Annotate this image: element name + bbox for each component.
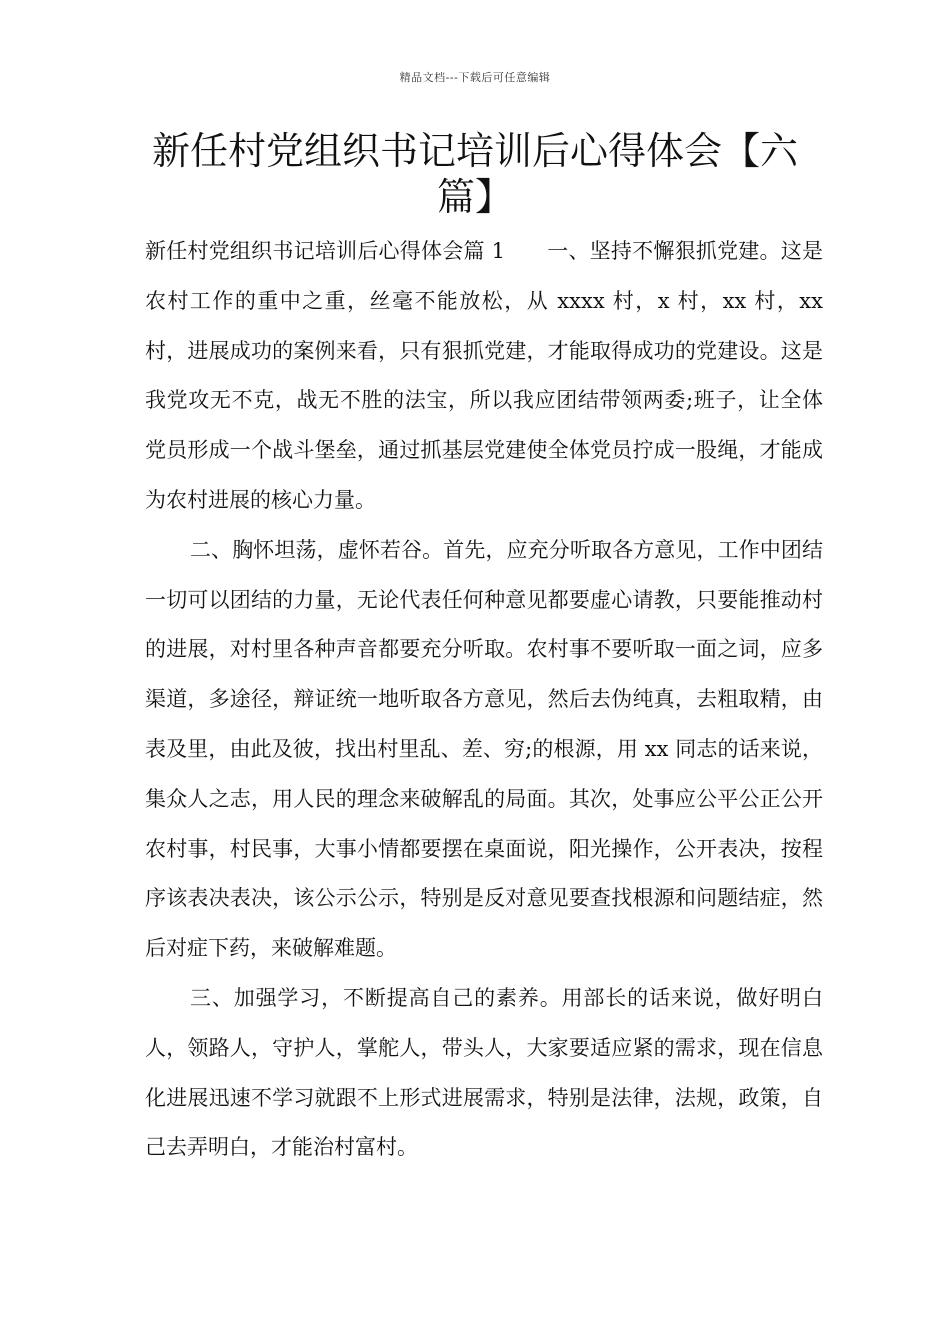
document-body — [145, 227, 823, 1173]
section-subtitle: 新任村党组织书记培训后心得体会篇 1 — [145, 239, 505, 263]
first-paragraph — [145, 227, 823, 526]
paragraph-1: 一、坚持不懈狠抓党建。这是农村工作的重中之重，丝毫不能放松，从 xxxx 村，x 村，xx 村，xx 村，进展成功的案例来看，只有狠抓党建，才能取得成功的党建设。这是我党攻无不克，战无不胜的法宝，所以我应团结带领两委;班子，让全体党员形成一个战斗堡垒，通过抓基层党建使全体党员拧成一股绳，才能成为农村进展的核心力量。 — [145, 239, 823, 512]
header-note: 精品文档---下载后可任意编辑 — [399, 71, 551, 84]
paragraph-3: 三、加强学习，不断提高自己的素养。用部长的话来说，做好明白人，领路人，守护人，掌舵人，带头人，大家要适应紧的需求，现在信息化进展迅速不学习就跟不上形式进展需求，特别是法律，法规，政策，自己去弄明白，才能治村富村。 — [145, 985, 823, 1160]
paragraph-2: 二、胸怀坦荡，虚怀若谷。首先，应充分听取各方意见，工作中团结一切可以团结的力量，无论代表任何种意见都要虚心请教，只要能推动村的进展，对村里各种声音都要充分听取。农村事不要听取一面之词，应多渠道，多途径，辩证统一地听取各方意见，然后去伪纯真，去粗取精，由表及里，由此及彼，找出村里乱、差、穷;的根源，用 xx 同志的话来说，集众人之志，用人民的理念来破解乱的局面。其次，处事应公平公正公开农村事，村民事，大事小情都要摆在桌面说，阳光操作，公开表决，按程序该表决表决，该公示公示，特别是反对意见要查找根源和问题结症，然后对症下药，来破解难题。 — [145, 537, 823, 961]
document-title: 新任村党组织书记培训后心得体会【六篇】 — [151, 129, 798, 219]
